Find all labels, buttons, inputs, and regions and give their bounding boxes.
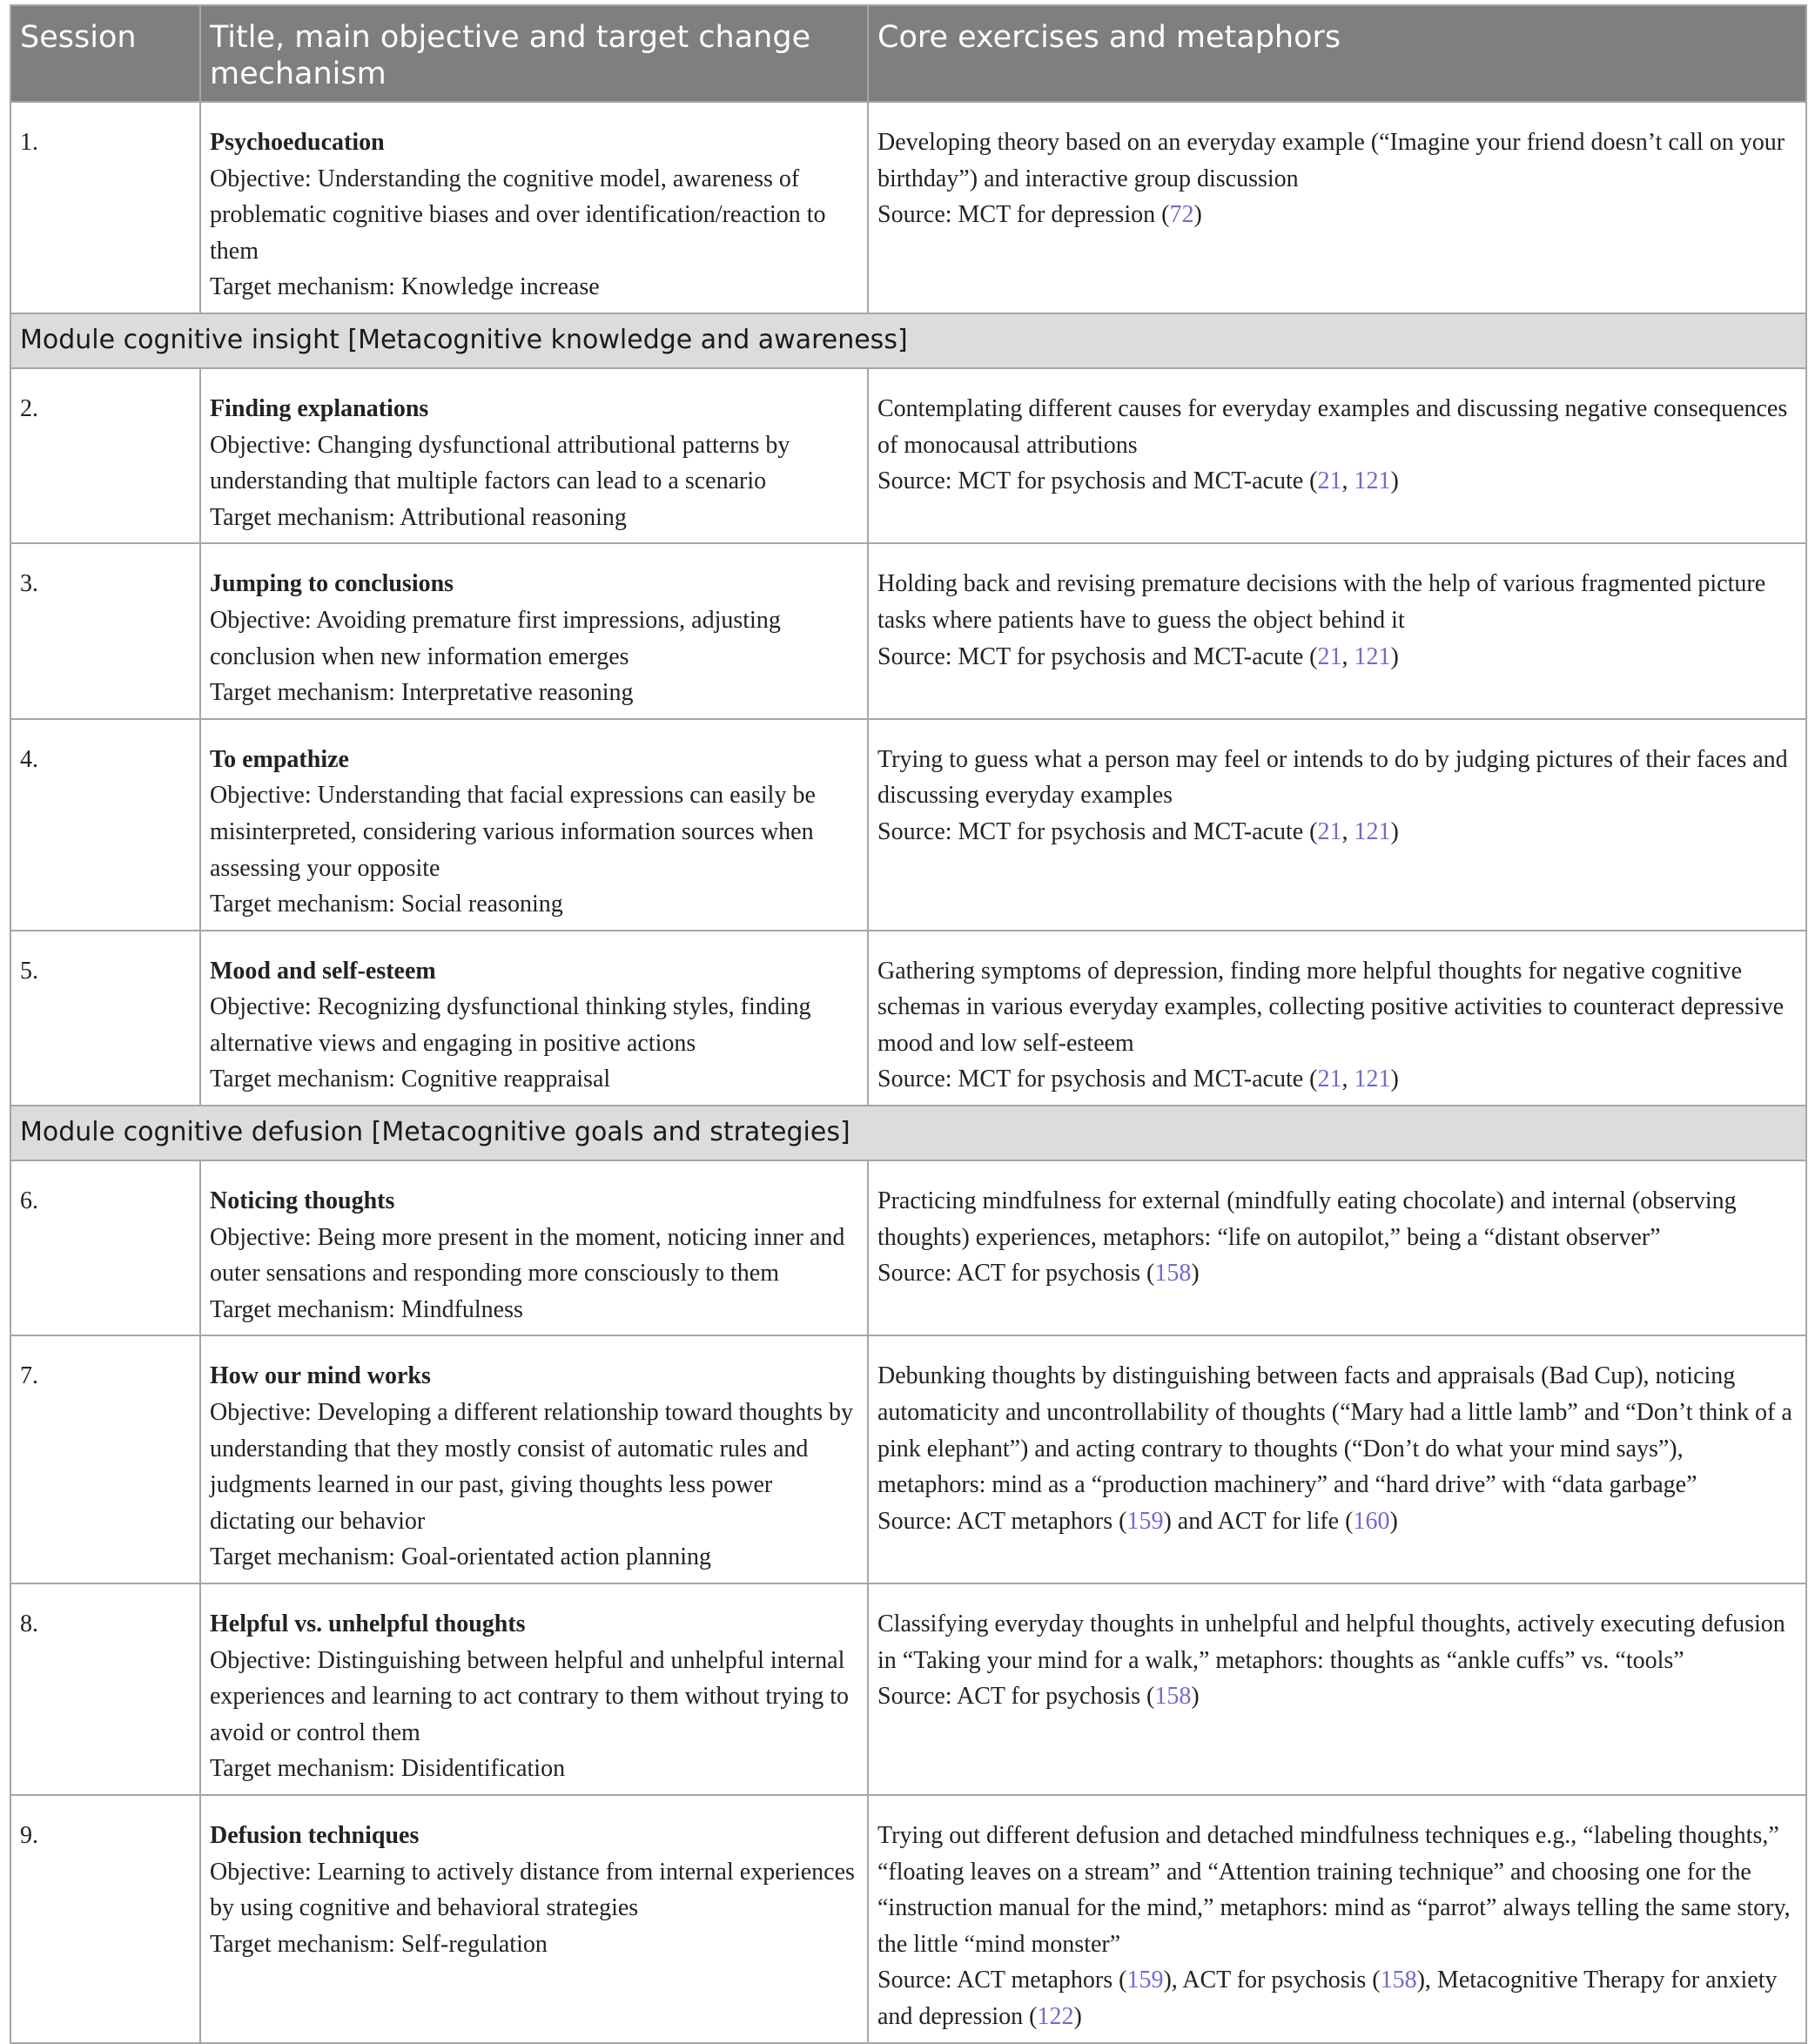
source-text: Source: MCT for psychosis and MCT-acute (	[877, 817, 1318, 845]
source-text: Source: ACT metaphors (	[877, 1967, 1127, 1994]
session-exercises	[868, 1583, 1806, 1795]
sessions-table	[10, 4, 1807, 2044]
session-mechanism: Target mechanism: Attributional reasoning	[210, 503, 627, 531]
session-title: Psychoeducation	[210, 129, 385, 156]
session-objective: Objective: Distinguishing between helpful and unhelpful internal experiences and learning to act contrary to them without trying to avoid or control them	[210, 1646, 849, 1746]
session-number: 7.	[10, 1335, 200, 1583]
session-mechanism: Target mechanism: Disidentification	[210, 1755, 566, 1783]
session-info	[200, 1335, 868, 1583]
session-info	[200, 931, 868, 1106]
session-title: Mood and self-esteem	[210, 957, 436, 985]
exercise-text: Practicing mindfulness for external (mindfully eating chocolate) and internal (observing thoughts) experiences, metaphors: “life on autopilot,” being a “distant observer”	[877, 1187, 1737, 1251]
session-mechanism: Target mechanism: Knowledge increase	[210, 273, 600, 301]
session-exercises	[868, 931, 1806, 1106]
exercise-text: Gathering symptoms of depression, finding more helpful thoughts for negative cognitive schemas in various everyday examples, collecting positive activities to counteract depressive mood and low self-esteem	[877, 957, 1785, 1057]
session-title: Finding explanations	[210, 394, 429, 422]
session-number: 5.	[10, 931, 200, 1106]
table-row	[10, 1795, 1806, 2043]
session-objective: Objective: Being more present in the moment, noticing inner and outer sensations and responding more consciously to them	[210, 1223, 845, 1288]
session-info	[200, 1795, 868, 2043]
source-text: ,	[1341, 467, 1355, 495]
table-row	[10, 543, 1806, 718]
session-objective: Objective: Developing a different relationship toward thoughts by understanding that they mostly consist of automatic rules and judgments learned in our past, giving thoughts less power dictating our behavior	[210, 1399, 853, 1535]
exercise-text: Trying to guess what a person may feel or intends to do by judging pictures of their faces and discussing everyday examples	[877, 745, 1788, 810]
header-title: Title, main objective and target change mechanism	[200, 5, 868, 102]
session-info	[200, 368, 868, 543]
session-exercises	[868, 102, 1806, 313]
citation-link[interactable]: 122	[1037, 2002, 1074, 2030]
table-row	[10, 368, 1806, 543]
source-text: )	[1193, 201, 1202, 229]
source-text: ,	[1341, 817, 1355, 845]
session-info	[200, 1583, 868, 1795]
module-row	[10, 313, 1806, 368]
exercise-text: Debunking thoughts by distinguishing between facts and appraisals (Bad Cup), noticing automaticity and uncontrollability of thoughts (“Mary had a little lamb” and “Don’t think of a pink elephant”) and acting contrary to thoughts (“Don’t do what your mind says”), metaphors: mind as a “production machinery” and “hard drive” with “data garbage”	[877, 1362, 1792, 1499]
session-mechanism: Target mechanism: Interpretative reasoning	[210, 679, 634, 707]
session-mechanism: Target mechanism: Cognitive reappraisal	[210, 1066, 611, 1093]
session-title: Defusion techniques	[210, 1821, 420, 1849]
session-number: 9.	[10, 1795, 200, 2043]
session-exercises	[868, 1795, 1806, 2043]
source-line	[877, 197, 1797, 233]
session-info	[200, 543, 868, 718]
header-exercises: Core exercises and metaphors	[868, 5, 1806, 102]
table-row	[10, 1335, 1806, 1583]
session-number: 4.	[10, 719, 200, 931]
header-session: Session	[10, 5, 200, 102]
session-objective: Objective: Recognizing dysfunctional thinking styles, finding alternative views and engaging in positive actions	[210, 993, 811, 1057]
session-title: To empathize	[210, 745, 349, 773]
module-title: Module cognitive insight [Metacognitive knowledge and awareness]	[10, 313, 1806, 368]
module-row	[10, 1106, 1806, 1160]
citation-link[interactable]: 121	[1354, 817, 1391, 845]
source-line	[877, 1255, 1797, 1292]
session-title: How our mind works	[210, 1362, 431, 1390]
session-number: 1.	[10, 102, 200, 313]
citation-link[interactable]: 21	[1317, 1066, 1342, 1093]
citation-link[interactable]: 21	[1317, 642, 1342, 670]
session-title: Jumping to conclusions	[210, 570, 454, 598]
citation-link[interactable]: 158	[1154, 1260, 1192, 1288]
exercise-text: Contemplating different causes for everyday examples and discussing negative consequences of monocausal attributions	[877, 394, 1788, 459]
source-line	[877, 814, 1797, 851]
session-title: Helpful vs. unhelpful thoughts	[210, 1610, 526, 1637]
citation-link[interactable]: 159	[1126, 1507, 1164, 1535]
session-exercises	[868, 719, 1806, 931]
session-number: 6.	[10, 1160, 200, 1335]
session-exercises	[868, 368, 1806, 543]
session-number: 3.	[10, 543, 200, 718]
exercise-text: Developing theory based on an everyday example (“Imagine your friend doesn’t call on your birthday”) and interactive group discussion	[877, 129, 1785, 192]
session-exercises	[868, 1335, 1806, 1583]
table-row	[10, 719, 1806, 931]
source-text: Source: MCT for psychosis and MCT-acute (	[877, 642, 1318, 670]
table-body	[10, 102, 1806, 2043]
source-text: )	[1390, 1066, 1399, 1093]
source-line	[877, 1678, 1797, 1715]
source-line	[877, 463, 1797, 500]
citation-link[interactable]: 160	[1353, 1507, 1390, 1535]
citation-link[interactable]: 121	[1354, 467, 1391, 495]
source-text: )	[1390, 642, 1399, 670]
source-line	[877, 1962, 1797, 2034]
session-objective: Objective: Learning to actively distance from internal experiences by using cognitive and behavioral strategies	[210, 1858, 855, 1922]
session-title: Noticing thoughts	[210, 1187, 395, 1215]
source-text: )	[1390, 467, 1399, 495]
table-row	[10, 931, 1806, 1106]
citation-link[interactable]: 158	[1154, 1683, 1192, 1711]
exercise-text: Holding back and revising premature decisions with the help of various fragmented picture tasks where patients have to guess the object behind it	[877, 570, 1766, 634]
session-info	[200, 719, 868, 931]
source-text: Source: MCT for depression (	[877, 201, 1170, 229]
header-row	[10, 5, 1806, 102]
session-exercises	[868, 1160, 1806, 1335]
citation-link[interactable]: 21	[1317, 817, 1342, 845]
session-objective: Objective: Understanding that facial expressions can easily be misinterpreted, considering various information sources when assessing your opposite	[210, 782, 816, 882]
source-text: Source: MCT for psychosis and MCT-acute (	[877, 1066, 1318, 1093]
session-info	[200, 102, 868, 313]
source-text: ,	[1341, 642, 1355, 670]
session-objective: Objective: Understanding the cognitive model, awareness of problematic cognitive biases and over identification/reaction to them	[210, 165, 826, 265]
source-text: )	[1073, 2002, 1082, 2030]
session-objective: Objective: Changing dysfunctional attributional patterns by understanding that multiple factors can lead to a scenario	[210, 431, 790, 495]
source-text: ), ACT for psychosis (	[1163, 1967, 1381, 1994]
session-mechanism: Target mechanism: Social reasoning	[210, 891, 563, 918]
session-mechanism: Target mechanism: Self-regulation	[210, 1930, 548, 1958]
table-row	[10, 1160, 1806, 1335]
source-text: )	[1191, 1683, 1200, 1711]
source-text: )	[1389, 1507, 1398, 1535]
module-title: Module cognitive defusion [Metacognitive goals and strategies]	[10, 1106, 1806, 1160]
source-text: Source: ACT metaphors (	[877, 1507, 1127, 1535]
session-mechanism: Target mechanism: Goal-orientated action planning	[210, 1543, 711, 1571]
citation-link[interactable]: 158	[1380, 1967, 1417, 1994]
source-text: Source: MCT for psychosis and MCT-acute (	[877, 467, 1318, 495]
citation-link[interactable]: 72	[1169, 201, 1194, 229]
session-objective: Objective: Avoiding premature first impressions, adjusting conclusion when new information emerges	[210, 606, 781, 670]
source-line	[877, 639, 1797, 676]
citation-link[interactable]: 159	[1126, 1967, 1164, 1994]
session-number: 2.	[10, 368, 200, 543]
source-text: )	[1191, 1260, 1200, 1288]
exercise-text: Trying out different defusion and detached mindfulness techniques e.g., “labeling thoughts,” “floating leaves on a stream” and “Attention training technique” and choosing one for the “instruction manual for the mind,” metaphors: mind as “parrot” always telling the same story, the little “mind monster”	[877, 1821, 1791, 1958]
source-text: Source: ACT for psychosis (	[877, 1260, 1155, 1288]
table-row	[10, 1583, 1806, 1795]
session-info	[200, 1160, 868, 1335]
source-line	[877, 1061, 1797, 1098]
citation-link[interactable]: 21	[1317, 467, 1342, 495]
table-header	[10, 5, 1806, 102]
source-text: )	[1390, 817, 1399, 845]
session-mechanism: Target mechanism: Mindfulness	[210, 1295, 523, 1323]
citation-link[interactable]: 121	[1354, 1066, 1391, 1093]
source-text: Source: ACT for psychosis (	[877, 1683, 1155, 1711]
source-text: ), Metacognitive Therapy for anxiety and depression (	[877, 1967, 1778, 2030]
exercise-text: Classifying everyday thoughts in unhelpful and helpful thoughts, actively executing defusion in “Taking your mind for a walk,” metaphors: thoughts as “ankle cuffs” vs. “tools”	[877, 1610, 1785, 1674]
citation-link[interactable]: 121	[1354, 642, 1391, 670]
session-number: 8.	[10, 1583, 200, 1795]
source-line	[877, 1503, 1797, 1540]
table-row	[10, 102, 1806, 313]
session-exercises	[868, 543, 1806, 718]
source-text: ,	[1341, 1066, 1355, 1093]
source-text: ) and ACT for life (	[1163, 1507, 1354, 1535]
